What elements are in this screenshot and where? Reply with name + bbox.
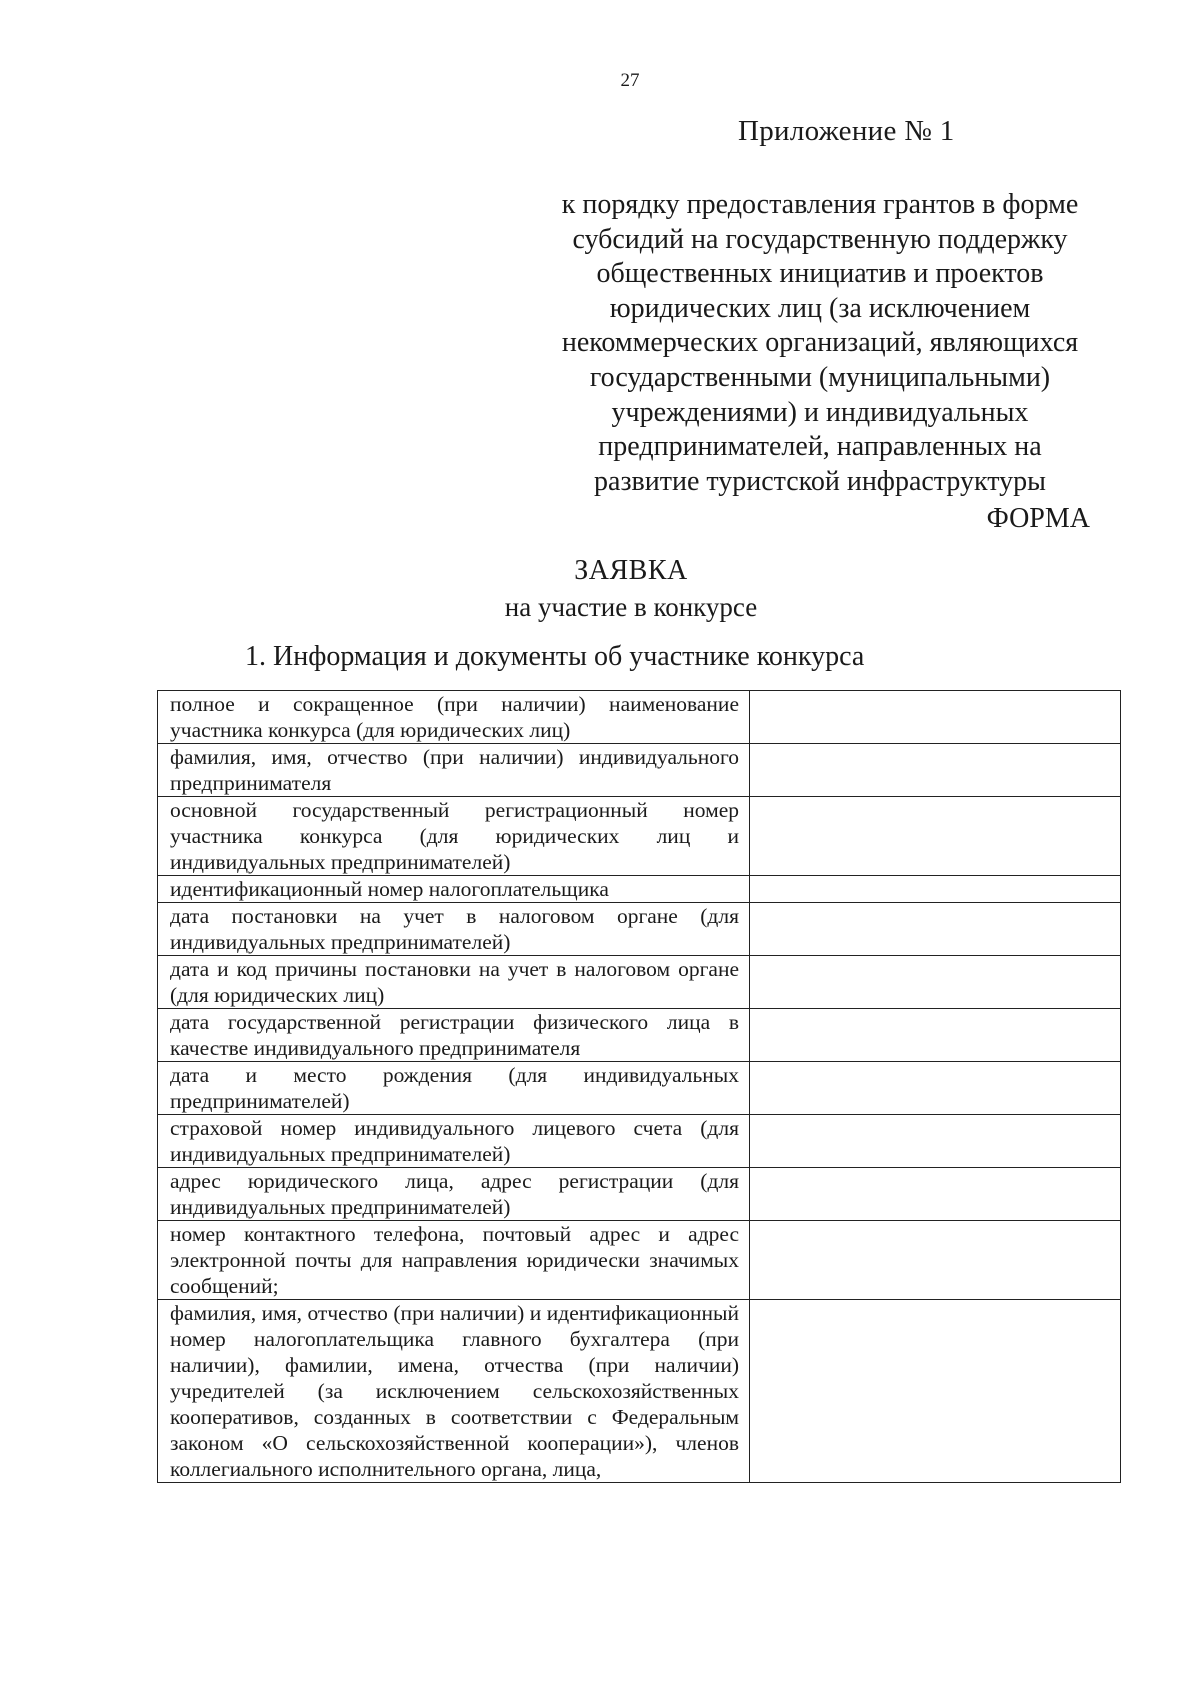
field-value-cell[interactable] [750, 1115, 1121, 1168]
appendix-subtitle-line: юридических лиц (за исключением [609, 292, 1031, 324]
table-row [158, 1115, 1121, 1168]
field-value-cell[interactable] [750, 744, 1121, 797]
field-value-cell[interactable] [750, 1009, 1121, 1062]
table-row [158, 744, 1121, 797]
field-label: идентификационный номер налогоплательщика [158, 876, 750, 903]
field-label: дата постановки на учет в налоговом органе (для индивидуальных предпринимателей) [158, 903, 750, 956]
field-value-cell[interactable] [750, 956, 1121, 1009]
appendix-subtitle-line: к порядку предоставления грантов в форме [561, 189, 1079, 220]
table-row [158, 903, 1121, 956]
appendix-subtitle [540, 188, 1100, 499]
field-label: полное и сокращенное (при наличии) наименование участника конкурса (для юридических лиц) [158, 691, 750, 744]
field-value-cell[interactable] [750, 1300, 1121, 1483]
appendix-subtitle-line: государственными (муниципальными) [589, 361, 1051, 393]
field-label: номер контактного телефона, почтовый адрес и адрес электронной почты для направления юридически значимых сообщений; [158, 1221, 750, 1300]
field-value-cell[interactable] [750, 1168, 1121, 1221]
field-value-cell[interactable] [750, 691, 1121, 744]
appendix-subtitle-line: учреждениями) и индивидуальных [611, 396, 1029, 428]
table-row [158, 1221, 1121, 1300]
table-row [158, 1062, 1121, 1115]
field-value-cell[interactable] [750, 1221, 1121, 1300]
field-label: дата и место рождения (для индивидуальных предпринимателей) [158, 1062, 750, 1115]
table-row [158, 1009, 1121, 1062]
field-label: страховой номер индивидуального лицевого счета (для индивидуальных предпринимателей) [158, 1115, 750, 1168]
appendix-subtitle-line: некоммерческих организаций, являющихся [561, 327, 1079, 359]
field-label: адрес юридического лица, адрес регистрации (для индивидуальных предпринимателей) [158, 1168, 750, 1221]
appendix-subtitle-line: развитие туристской инфраструктуры [594, 465, 1046, 497]
table-row [158, 691, 1121, 744]
page-number: 27 [620, 70, 640, 91]
field-value-cell[interactable] [750, 876, 1121, 903]
section-heading: 1. Информация и документы об участнике конкурса [245, 641, 865, 672]
document-subtitle: на участие в конкурсе [504, 592, 758, 622]
field-value-cell[interactable] [750, 1062, 1121, 1115]
table-row [158, 876, 1121, 903]
field-label: дата и код причины постановки на учет в налоговом органе (для юридических лиц) [158, 956, 750, 1009]
field-value-cell[interactable] [750, 903, 1121, 956]
field-label: фамилия, имя, отчество (при наличии) индивидуального предпринимателя [158, 744, 750, 797]
applicant-info-table [157, 690, 1121, 1483]
table-row [158, 956, 1121, 1009]
table-row [158, 797, 1121, 876]
appendix-subtitle-line: общественных инициатив и проектов [596, 258, 1044, 290]
appendix-subtitle-line: субсидий на государственную поддержку [572, 223, 1068, 255]
appendix-subtitle-line: предпринимателей, направленных на [598, 431, 1042, 463]
form-label: ФОРМА [986, 503, 1090, 534]
table-row [158, 1300, 1121, 1483]
appendix-title: Приложение № 1 [738, 115, 955, 147]
field-label: основной государственный регистрационный номер участника конкурса (для юридических лиц и индивидуальных предпринимателей) [158, 797, 750, 876]
field-value-cell[interactable] [750, 797, 1121, 876]
table-row [158, 1168, 1121, 1221]
document-title: ЗАЯВКА [574, 555, 688, 586]
field-label: дата государственной регистрации физического лица в качестве индивидуального предпринимателя [158, 1009, 750, 1062]
field-label: фамилия, имя, отчество (при наличии) и идентификационный номер налогоплательщика главного бухгалтера (при наличии), фамилии, имена, отчества (при наличии) учредителей (за исключением сельскохозяйственных кооперативов, созданных в соответствии с Федеральным законом «О сельскохозяйственной кооперации»), членов коллегиального исполнительного органа, лица, [158, 1300, 750, 1483]
